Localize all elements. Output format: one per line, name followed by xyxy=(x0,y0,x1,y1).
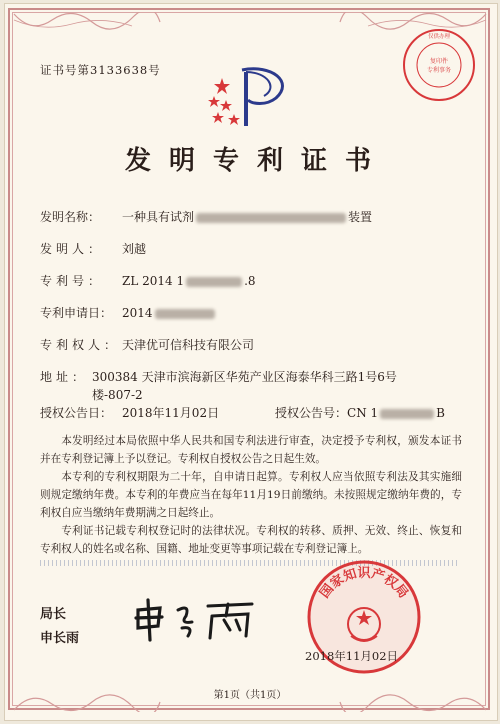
address-line2: 楼-807-2 xyxy=(92,388,143,402)
svg-text:复印件: 复印件 xyxy=(429,58,449,65)
inventor-row xyxy=(40,240,146,257)
body-paragraph: 专利证书记载专利权登记时的法律状况。专利权的转移、质押、无效、终止、恢复和专利权人的姓名或名称、国籍、地址变更等事项记载在专利登记簿上。 xyxy=(40,525,462,555)
address-row xyxy=(40,368,397,385)
inventor-value: 刘越 xyxy=(122,242,147,256)
inventor-label: 发明人： xyxy=(40,242,105,256)
certificate-number: 证书号第3133638号 xyxy=(40,63,161,77)
invention-name-label: 发明名称： xyxy=(40,210,101,224)
patent-number-row xyxy=(40,272,256,289)
copy-stamp xyxy=(400,26,478,104)
patent-number-suffix: .8 xyxy=(244,274,256,288)
address-label: 地址： xyxy=(40,370,89,384)
filing-date-row xyxy=(40,304,217,321)
cnipa-logo xyxy=(208,66,290,128)
grant-number-label: 授权公告号： xyxy=(275,406,348,420)
grant-number-prefix: CN 1 xyxy=(347,406,379,420)
grant-number-row xyxy=(275,404,445,421)
address-line1: 300384 天津市滨海新区华苑产业区海泰华科三路1号6号 xyxy=(92,370,397,384)
seal-date: 2018年11月02日 xyxy=(305,649,399,663)
grant-number-suffix: B xyxy=(436,406,445,420)
invention-name-prefix: 一种具有试剂 xyxy=(122,210,195,224)
redacted-text xyxy=(186,277,242,287)
page-footer: 第1页（共1页） xyxy=(213,690,287,701)
certificate-title: 发明专利证书 xyxy=(124,146,389,176)
grant-date-row xyxy=(40,404,219,421)
redacted-text xyxy=(380,409,434,419)
signatory-title: 局长 xyxy=(40,607,67,622)
handwritten-signature xyxy=(130,596,270,642)
svg-text:仅供办理: 仅供办理 xyxy=(427,34,451,40)
filing-date-label: 专利申请日： xyxy=(40,306,113,320)
svg-text:专利事务: 专利事务 xyxy=(426,67,452,74)
signatory-name: 申长雨 xyxy=(40,631,80,646)
corner-ornament xyxy=(12,12,162,34)
grant-date-label: 授权公告日： xyxy=(40,406,113,420)
filing-date-prefix: 2014 xyxy=(122,306,153,320)
patent-number-prefix: ZL 2014 1 xyxy=(122,274,185,288)
redacted-text xyxy=(155,309,215,319)
body-paragraph: 本发明经过本局依照中华人民共和国专利法进行审查，决定授予专利权，颁发本证书并在专利登记簿上予以登记。专利权自授权公告之日起生效。 xyxy=(40,435,462,465)
patentee-row xyxy=(40,336,254,353)
redacted-text xyxy=(196,213,346,223)
invention-name-row xyxy=(40,208,372,225)
patentee-label: 专利权人： xyxy=(40,338,121,352)
body-paragraph: 本专利的专利权期限为二十年，自申请日起算。专利权人应当依照专利法及其实施细则规定缴纳年费。本专利的年费应当在每年11月19日前缴纳。未按照规定缴纳年费的，专利权自应当缴纳年费期满之日起终止。 xyxy=(40,471,462,519)
patentee-value: 天津优可信科技有限公司 xyxy=(122,338,255,352)
invention-name-suffix: 装置 xyxy=(348,210,373,224)
patent-number-label: 专利号： xyxy=(40,274,105,288)
seal-text: 国家知识产权局 xyxy=(317,566,411,602)
grant-date-value: 2018年11月02日 xyxy=(122,406,220,420)
